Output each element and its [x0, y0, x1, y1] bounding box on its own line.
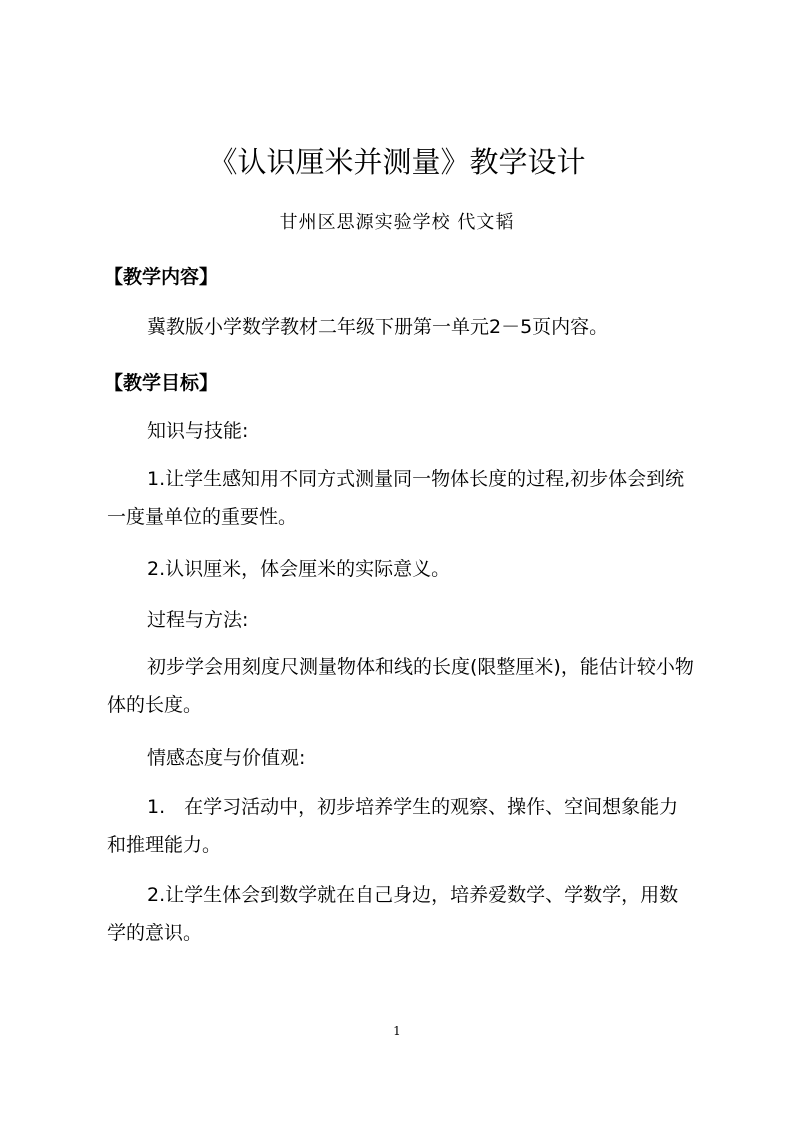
knowledge-subheading: 知识与技能:	[147, 420, 249, 442]
knowledge-item-1: 1.让学生感知用不同方式测量同一物体长度的过程,初步体会到统一度量单位的重要性。	[107, 468, 685, 528]
emotion-item-1: 1. 在学习活动中，初步培养学生的观察、操作、空间想象能力和推理能力。	[107, 796, 679, 856]
document-title: 《认识厘米并测量》教学设计	[208, 145, 586, 179]
emotion-item-2: 2.让学生体会到数学就在自己身边，培养爱数学、学数学，用数学的意识。	[107, 884, 679, 944]
process-subheading: 过程与方法:	[147, 609, 249, 631]
knowledge-item-2: 2.认识厘米，体会厘米的实际意义。	[147, 558, 451, 580]
author-line: 甘州区思源实验学校 代文韬	[279, 212, 515, 233]
page-number: 1	[393, 1024, 401, 1038]
section-heading-content: 【教学内容】	[104, 266, 219, 288]
emotion-subheading: 情感态度与价值观:	[147, 747, 306, 769]
content-paragraph: 冀教版小学数学教材二年级下册第一单元2－5页内容。	[147, 316, 609, 338]
section-heading-goals: 【教学目标】	[104, 372, 219, 394]
process-item-1: 初步学会用刻度尺测量物体和线的长度(限整厘米)，能估计较小物体的长度。	[107, 656, 694, 716]
